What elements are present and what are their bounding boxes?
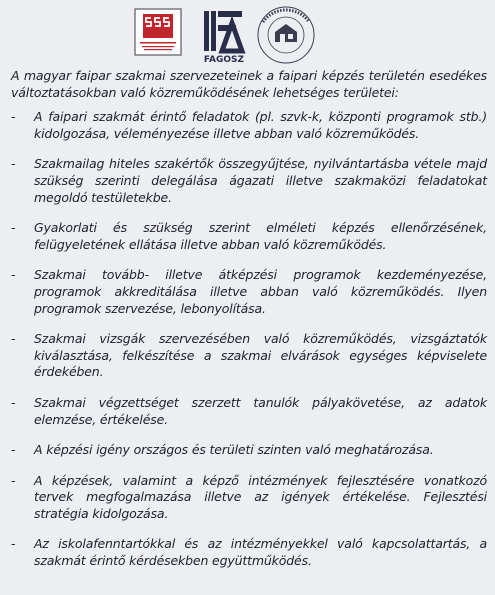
list-bullet: - <box>11 442 16 458</box>
list-item-text: Szakmai tovább- illetve átképzési programok kezdeményezése, programok akkreditálása illetve abban való közreműködés. Ilyen programok szervezése, lebonyolítása. <box>34 267 487 316</box>
list-bullet: - <box>11 472 16 488</box>
list-item <box>11 220 487 253</box>
list-bullet: - <box>11 156 16 172</box>
svg-text:FAGOSZ: FAGOSZ <box>203 55 245 65</box>
list-item <box>11 267 487 317</box>
fagosz-logo <box>200 9 248 65</box>
document-body <box>11 68 487 570</box>
list-bullet: - <box>11 394 16 410</box>
circle-seal-logo <box>255 4 317 66</box>
list-item-text: Szakmailag hiteles szakértők összegyűjtése, nyilvántartásba vétele majd szükség szerinti delegálása ágazati illetve szakmaközi feladatokat megoldó testületekbe. <box>34 156 487 205</box>
header-logos <box>0 4 495 64</box>
list-item-text: A képzési igény országos és területi szinten való meghatározása. <box>34 442 434 458</box>
list-item <box>11 395 487 428</box>
list-item-text: A faipari szakmát érintő feladatok (pl. szvk-k, központi programok stb.) kidolgozása, véleményezése illetve abban való közreműködés. <box>34 109 487 141</box>
list-bullet: - <box>11 331 16 347</box>
list-item <box>11 473 487 523</box>
list-bullet: - <box>11 109 16 125</box>
list-item <box>11 156 487 206</box>
list-item-text: Szakmai végzettséget szerzett tanulók pályakövetése, az adatok elemzése, értékelése. <box>34 394 487 427</box>
list-bullet: - <box>11 536 16 552</box>
list-item <box>11 331 487 381</box>
list-bullet: - <box>11 267 16 283</box>
list-item <box>11 442 487 459</box>
ssz-logo <box>134 8 182 56</box>
list-item <box>11 536 487 569</box>
intro-paragraph: A magyar faipar szakmai szervezeteinek a faipari képzés területén esedékes változtatásokban való közreműködésének lehetséges területei: <box>11 68 487 100</box>
list-item-text: Szakmai vizsgák szervezésében való közreműködés, vizsgáztatók kiválasztása, felkészítése a szakmai elvárások egységes képviselete érdekében. <box>34 331 487 380</box>
list-item-text: Gyakorlati és szükség szerint elméleti képzés ellenőrzésének, felügyeletének ellátása illetve abban való közreműködés. <box>34 220 487 252</box>
list-bullet: - <box>11 220 16 236</box>
list-item-text: A képzések, valamint a képző intézmények fejlesztésére vonatkozó tervek megfogalmazása illetve az igények értékelése. Fejlesztési stratégia kidolgozása. <box>34 472 487 521</box>
list-item-text: Az iskolafenntartókkal és az intézményekkel való kapcsolattartás, a szakmát érintő kérdésekben együttműködés. <box>34 536 487 569</box>
list-item <box>11 109 487 142</box>
